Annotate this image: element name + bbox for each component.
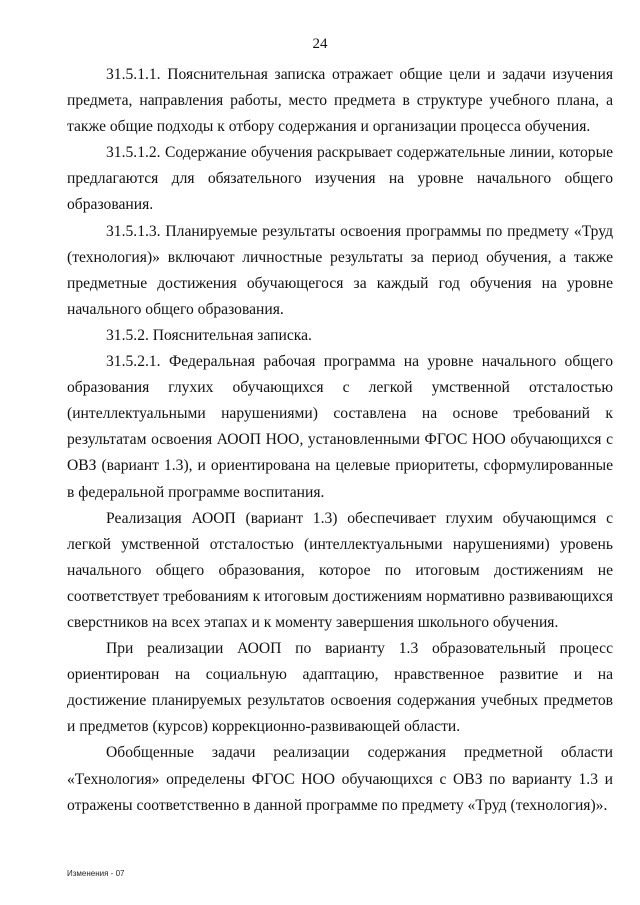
paragraph-generalized-tasks: Обобщенные задачи реализации содержания предметной области «Технология» определены ФГОС НОО обучающихся с ОВЗ по варианту 1.3 и отражены соответственно в данной программе по предмету «Труд (технология)».: [67, 744, 613, 814]
document-body: [67, 62, 613, 819]
paragraph-31-5-1-2: 31.5.1.2. Содержание обучения раскрывает содержательные линии, которые предлагаются для обязательного изучения на уровне начального общего образования.: [67, 144, 613, 214]
paragraph-31-5-2-1: 31.5.2.1. Федеральная рабочая программа на уровне начального общего образования глухих обучающихся с легкой умственной отсталостью (интеллектуальными нарушениями) составлена на основе требований к результатам освоения АООП НОО, установленными ФГОС НОО обучающихся с ОВЗ (вариант 1.3), и ориентирована на целевые приоритеты, сформулированные в федеральной программе воспитания.: [67, 353, 613, 501]
paragraph-implementation: Реализация АООП (вариант 1.3) обеспечивает глухим обучающимся с легкой умственной отсталостью (интеллектуальными нарушениями) уровень начального общего образования, которое по итоговым достижениям не соответствует требованиям к итоговым достижениям нормативно развивающихся сверстников на всех этапах и к моменту завершения школьного обучения.: [67, 509, 613, 631]
paragraph-31-5-2: 31.5.2. Пояснительная записка.: [106, 326, 312, 344]
paragraph-31-5-1-1: 31.5.1.1. Пояснительная записка отражает общие цели и задачи изучения предмета, направления работы, место предмета в структуре учебного плана, а также общие подходы к отбору содержания и организации процесса обучения.: [67, 66, 613, 136]
footer-revision-note: Изменения - 07: [67, 869, 125, 878]
paragraph-31-5-1-3: 31.5.1.3. Планируемые результаты освоения программы по предмету «Труд (технология)» включают личностные результаты за период обучения, а также предметные достижения обучающегося за каждый год обучения на уровне начального общего образования.: [67, 222, 613, 318]
paragraph-educational-process: При реализации АООП по варианту 1.3 образовательный процесс ориентирован на социальную адаптацию, нравственное развитие и на достижение планируемых результатов освоения содержания учебных предметов и предметов (курсов) коррекционно-развивающей области.: [67, 640, 613, 736]
page-number: 24: [312, 36, 328, 52]
